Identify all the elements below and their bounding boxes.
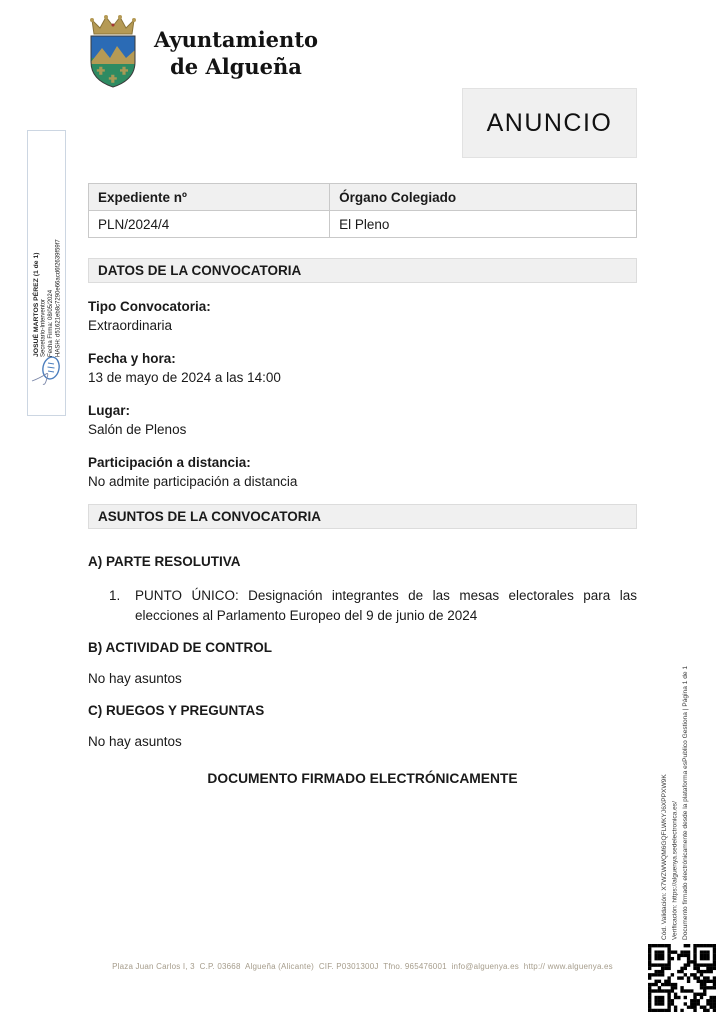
signed-notice: DOCUMENTO FIRMADO ELECTRÓNICAMENTE [207,771,518,786]
field-value: Salón de Plenos [88,422,187,437]
signer-name: JOSUÉ MARTOS PÉREZ (1 de 1) [33,252,40,357]
field-label: Lugar: [88,403,130,418]
section-bar-asuntos: ASUNTOS DE LA CONVOCATORIA [88,504,637,529]
field-fecha-hora [88,349,637,387]
table-value-expediente: PLN/2024/4 [89,211,330,238]
validation-strip [660,598,692,940]
field-value: Extraordinaria [88,318,173,333]
section-bar-datos: DATOS DE LA CONVOCATORIA [88,258,637,283]
field-participacion [88,453,637,491]
municipal-logo [84,14,318,93]
main-content [88,183,637,786]
signature-stamp-icon [30,354,64,409]
field-value: 13 de mayo de 2024 a las 14:00 [88,370,281,385]
table-header-organo: Órgano Colegiado [330,184,637,211]
expediente-table [88,183,637,238]
logo-line2: de Algueña [170,54,302,80]
sign-hash: HASH: d51621eb8c7290e66acd6f2639f59f7 [55,239,62,357]
heading-parte-resolutiva: A) PARTE RESOLUTIVA [88,554,241,569]
logo-line1: Ayuntamiento [154,27,319,52]
signature-strip [27,130,66,416]
anuncio-box [462,88,637,158]
platform-note: Documento firmado electrónicamente desde la plataforma esPublico Gestiona | Página 1 de 1 [682,665,689,940]
field-tipo-convocatoria [88,297,637,335]
verification-url: Verificación: https://alguenya.sedelectronica.es/ [671,801,679,940]
ruegos-preguntas-body: No hay asuntos [88,734,182,749]
signature-strip-text [33,135,63,357]
coat-of-arms-icon [84,14,142,93]
heading-ruegos-preguntas: C) RUEGOS Y PREGUNTAS [88,703,265,718]
agenda-item-number: 1. [109,588,121,603]
anuncio-label: ANUNCIO [486,108,613,137]
field-label: Fecha y hora: [88,351,176,366]
field-lugar [88,401,637,439]
table-value-row [89,211,637,238]
agenda-item-text: PUNTO ÚNICO: Designación integrantes de las mesas electorales para las elecciones al Parlamento Europeo del 9 de junio de 2024 [135,588,637,623]
field-value: No admite participación a distancia [88,474,298,489]
table-header-expediente: Expediente nº [89,184,330,211]
logo-text [154,14,318,81]
qr-code [648,944,716,1012]
footer-address: Plaza Juan Carlos I, 3 C.P. 03668 Algueña (Alicante) CIF. P0301300J Tfno. 965476001 info@alguenya.es http:// www.alguenya.es [112,962,613,971]
sign-date: Fecha Firma: 08/05/2024 [48,289,54,357]
heading-actividad-control: B) ACTIVIDAD DE CONTROL [88,640,272,655]
field-label: Participación a distancia: [88,455,251,470]
agenda-item-1 [88,586,637,626]
table-value-organo: El Pleno [330,211,637,238]
field-label: Tipo Convocatoria: [88,299,211,314]
validation-code: Cód. Validación: X7WZWWQM6GQFLWKYJ6XPPXW9K [661,774,668,940]
actividad-control-body: No hay asuntos [88,671,182,686]
signer-role: Secretario-Interventor [40,298,47,357]
table-header-row [89,184,637,211]
